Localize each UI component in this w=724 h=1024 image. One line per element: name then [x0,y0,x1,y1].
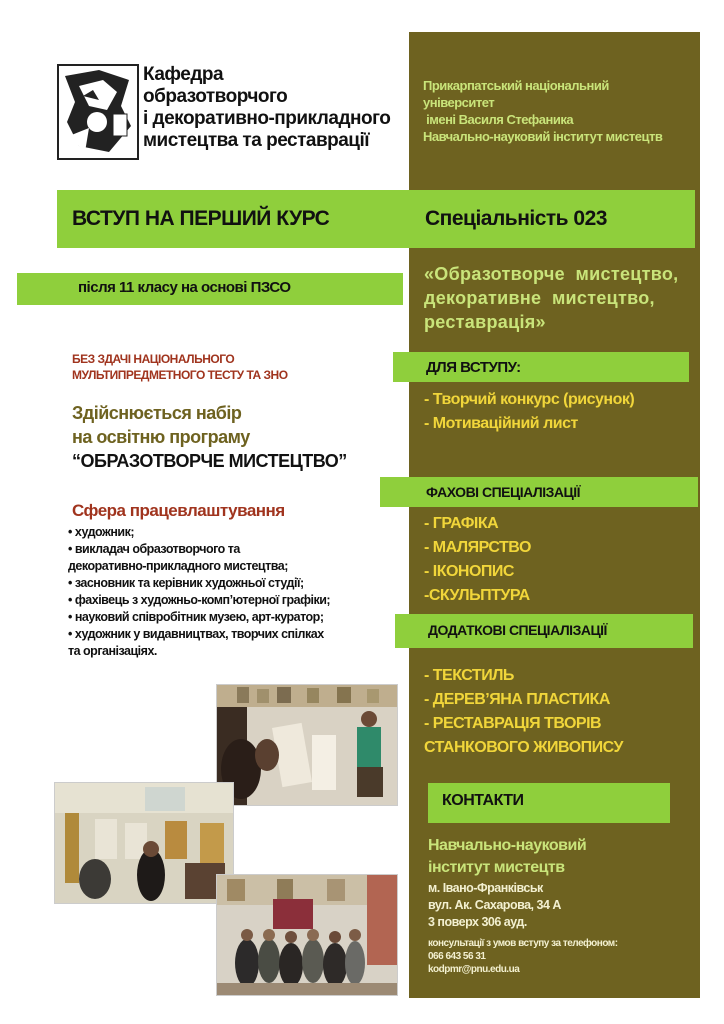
contacts-street: вул. Ак. Сахарова, 34 А [428,898,561,912]
contacts-city: м. Івано-Франківськ [428,881,543,895]
no-test-line-1: БЕЗ ЗДАЧІ НАЦІОНАЛЬНОГО [72,352,235,366]
uni-line-3: імені Василя Стефаника [423,112,574,127]
extra-specializations-list [424,664,623,760]
specialization-item: -СКУЛЬПТУРА [424,587,530,604]
no-test-line-2: МУЛЬТИПРЕДМЕТНОГО ТЕСТУ ТА ЗНО [72,368,288,382]
dept-line-3: і декоративно-прикладного [143,108,391,129]
extra-specialization-item: - ДЕРЕВ’ЯНА ПЛАСТИКА [424,691,610,708]
no-test-notice [72,351,372,383]
contacts-phone[interactable]: 066 643 56 31 [428,951,486,962]
extra-specialization-item: СТАНКОВОГО ЖИВОПИСУ [424,739,623,756]
requirement-item: - Творчий конкурс (рисунок) [424,391,635,408]
employment-list [68,524,398,660]
recruitment-block [72,401,392,473]
employment-item: • засновник та керівник художньої студії; [68,576,304,590]
employment-title: Сфера працевлаштування [72,501,285,520]
university-name [423,77,708,145]
employment-item: • художник у видавництвах, творчих спілках [68,627,324,641]
specialty-name-line-2: декоративне мистецтво, [424,288,655,308]
uni-line-4: Навчально-науковий інститут мистецтв [423,129,663,144]
photo-studio-class-image [55,783,233,903]
logo-emblem-icon [59,66,137,158]
uni-line-2: університет [423,95,495,110]
department-title [143,64,408,152]
admission-title: ВСТУП НА ПЕРШИЙ КУРС [72,207,330,230]
contacts-floor: 3 поверх 306 ауд. [428,915,527,929]
requirements-list [424,388,634,436]
extra-specialization-item: - ТЕКСТИЛЬ [424,667,514,684]
photo-group-image [217,875,397,995]
employment-item: декоративно-прикладного мистецтва; [68,559,288,573]
specialty-name-line-3: реставрація» [424,312,546,332]
contacts-address [428,880,698,931]
dept-line-1: Кафедра [143,64,224,85]
dept-line-2: образотворчого [143,86,288,107]
extra-specialization-item: - РЕСТАВРАЦІЯ ТВОРІВ [424,715,602,732]
specialty-name [424,262,704,334]
photo-group [216,874,398,996]
recruit-line-2: на освітню програму [72,427,250,447]
department-logo [57,64,139,160]
specialization-item: - ІКОНОПИС [424,563,514,580]
recruit-line-1: Здійснюється набір [72,403,242,423]
contacts-inst-line-1: Навчально-науковий [428,837,587,854]
contacts-details [428,937,703,976]
dept-line-4: мистецтва та реставрації [143,130,370,151]
employment-item: • фахівець з художньо-комп’ютерної графіки; [68,593,331,607]
specializations-title: ФАХОВІ СПЕЦІАЛІЗАЦІЇ [426,484,580,500]
requirement-item: - Мотиваційний лист [424,415,578,432]
specializations-list [424,512,531,608]
specialization-item: - МАЛЯРСТВО [424,539,531,556]
employment-item: • викладач образотворчого та [68,542,240,556]
contacts-institute [428,835,698,879]
specialization-item: - ГРАФІКА [424,515,499,532]
photo-drawing-class [216,684,398,806]
specialty-code: Спеціальність 023 [425,207,607,230]
employment-item: • художник; [68,525,135,539]
contacts-consult: консультації з умов вступу за телефоном: [428,938,618,949]
after-school-text: після 11 класу на основі ПЗСО [78,279,291,296]
contacts-email[interactable]: kodpmr@pnu.edu.ua [428,964,520,975]
program-name: “ОБРАЗОТВОРЧЕ МИСТЕЦТВО” [72,451,347,471]
extra-specializations-title: ДОДАТКОВІ СПЕЦІАЛІЗАЦІЇ [428,622,607,638]
employment-item: та організаціях. [68,644,157,658]
uni-line-1: Прикарпатський національний [423,78,609,93]
contacts-title: КОНТАКТИ [442,792,524,809]
contacts-inst-line-2: інститут мистецтв [428,859,565,876]
photo-drawing-class-image [217,685,397,805]
requirements-title: ДЛЯ ВСТУПУ: [426,359,521,376]
employment-item: • науковий співробітник музею, арт-куратор; [68,610,324,624]
specialty-name-line-1: «Образотворче мистецтво, [424,264,679,284]
photo-studio-class [54,782,234,904]
